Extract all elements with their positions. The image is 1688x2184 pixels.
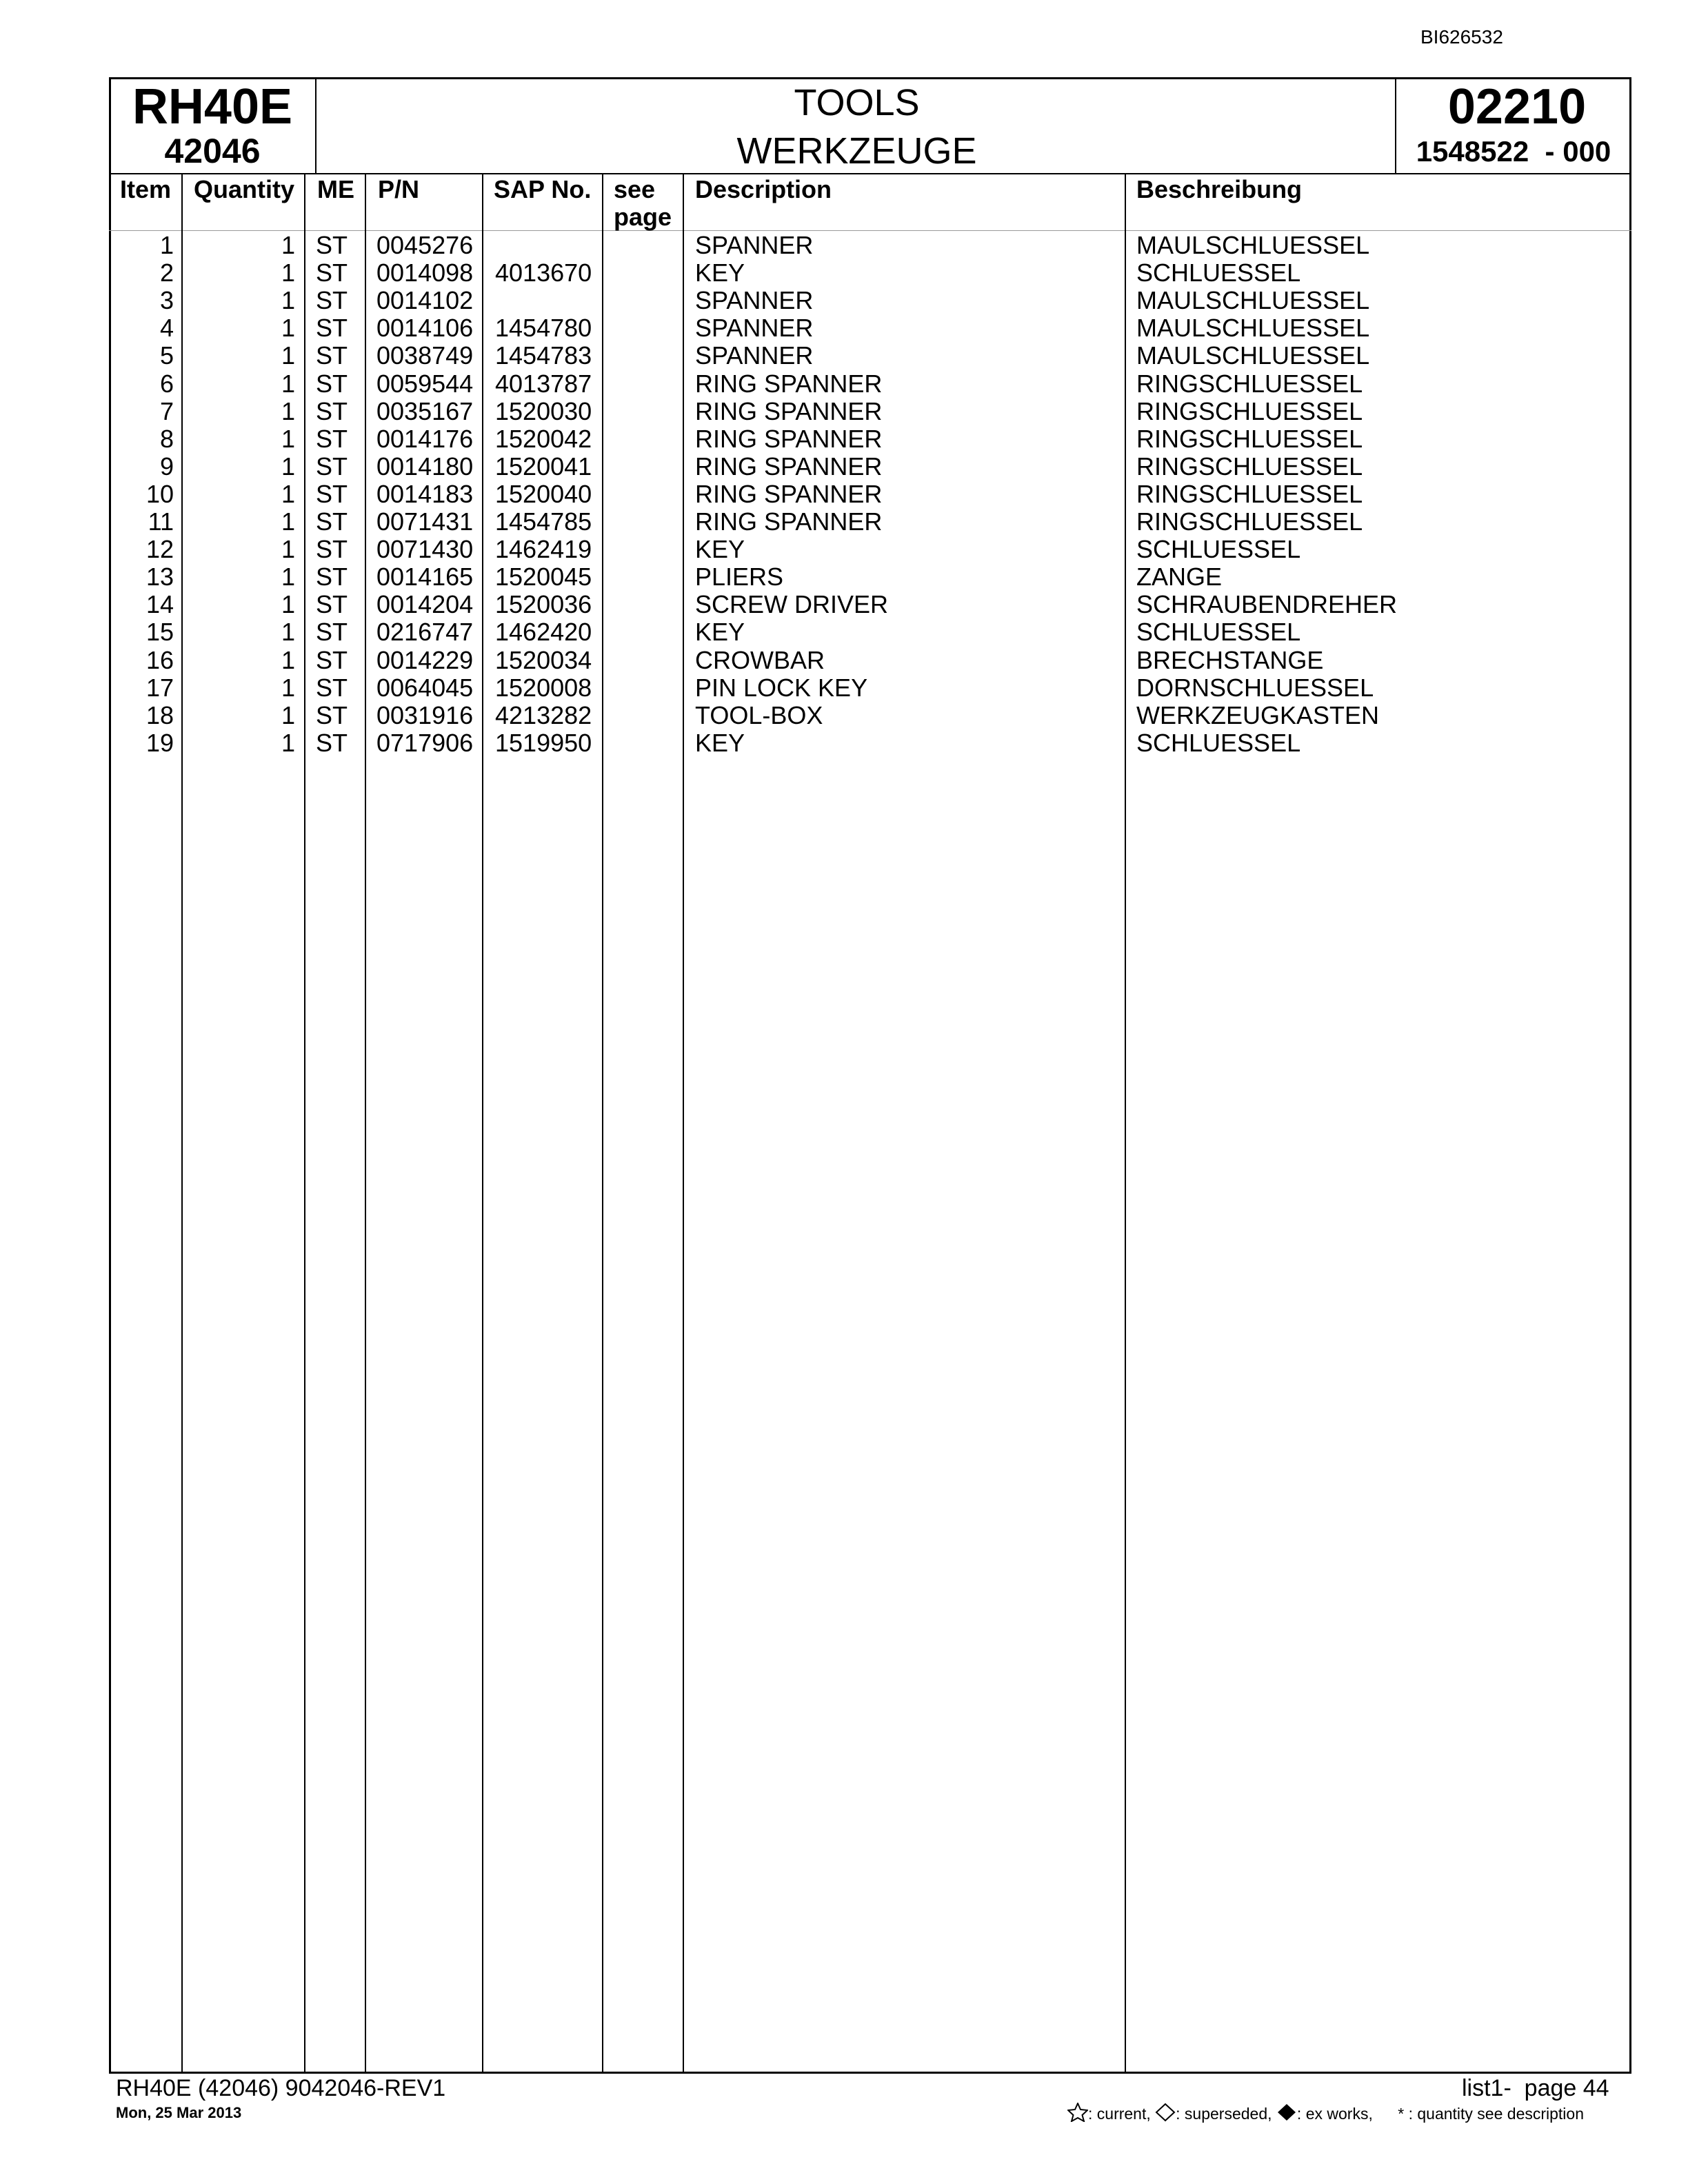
cell-me: ST [316, 728, 348, 757]
cell-me: ST [316, 563, 348, 592]
cell-description: RING SPANNER [695, 479, 883, 508]
cell-quantity: 1 [281, 286, 295, 315]
cell-me: ST [316, 369, 348, 398]
cell-beschreibung: BRECHSTANGE [1136, 645, 1324, 674]
cell-sap: 1520041 [495, 452, 592, 481]
cell-description: CROWBAR [695, 645, 825, 674]
cell-pn: 0014098 [376, 259, 474, 287]
cell-item: 15 [145, 618, 174, 647]
cell-beschreibung: SCHLUESSEL [1136, 259, 1301, 287]
cell-quantity: 1 [281, 618, 295, 647]
legend-ex-works: : ex works, [1296, 2105, 1373, 2123]
cell-me: ST [316, 700, 348, 729]
column-header-description: Description [695, 175, 832, 203]
cell-beschreibung: MAULSCHLUESSEL [1136, 286, 1370, 315]
cell-quantity: 1 [281, 700, 295, 729]
cell-item: 13 [145, 563, 174, 592]
cell-item: 12 [145, 535, 174, 564]
cell-pn: 0035167 [376, 396, 474, 425]
legend-current: : current, [1088, 2105, 1151, 2123]
cell-sap: 4213282 [495, 700, 592, 729]
cell-item: 6 [159, 369, 174, 398]
cell-pn: 0038749 [376, 341, 474, 370]
column-divider [602, 173, 603, 2074]
cell-sap: 1520034 [495, 645, 592, 674]
cell-description: KEY [695, 535, 745, 564]
cell-item: 18 [145, 700, 174, 729]
cell-me: ST [316, 286, 348, 315]
cell-sap: 4013787 [495, 369, 592, 398]
column-divider [482, 173, 483, 2074]
cell-sap: 4013670 [495, 259, 592, 287]
cell-sap: 1520045 [495, 563, 592, 592]
model-name: RH40E [132, 79, 293, 134]
cell-beschreibung: RINGSCHLUESSEL [1136, 479, 1363, 508]
cell-item: 7 [159, 396, 174, 425]
cell-description: PIN LOCK KEY [695, 673, 868, 702]
cell-quantity: 1 [281, 341, 295, 370]
cell-beschreibung: RINGSCHLUESSEL [1136, 396, 1363, 425]
cell-pn: 0045276 [376, 231, 474, 259]
cell-item: 4 [159, 314, 174, 343]
cell-beschreibung: SCHLUESSEL [1136, 618, 1301, 647]
cell-description: RING SPANNER [695, 369, 883, 398]
document-reference: RH40E (42046) 9042046-REV1 [116, 2075, 446, 2101]
cell-quantity: 1 [281, 424, 295, 453]
cell-item: 3 [159, 286, 174, 315]
cell-sap: 1520040 [495, 479, 592, 508]
column-header-see: see [614, 175, 656, 203]
cell-item: 9 [159, 452, 174, 481]
cell-description: PLIERS [695, 563, 784, 592]
cell-description: KEY [695, 259, 745, 287]
cell-item: 16 [145, 645, 174, 674]
cell-me: ST [316, 507, 348, 536]
cell-pn: 0014204 [376, 590, 474, 619]
cell-beschreibung: RINGSCHLUESSEL [1136, 452, 1363, 481]
cell-pn: 0014180 [376, 452, 474, 481]
column-header-item: Item [120, 175, 172, 203]
cell-description: KEY [695, 728, 745, 757]
cell-description: SPANNER [695, 286, 814, 315]
cell-me: ST [316, 479, 348, 508]
cell-sap: 1520036 [495, 590, 592, 619]
cell-sap: 1520042 [495, 424, 592, 453]
column-divider [1125, 173, 1126, 2074]
cell-item: 1 [159, 231, 174, 259]
cell-quantity: 1 [281, 396, 295, 425]
header-divider [109, 173, 1631, 174]
cell-description: SPANNER [695, 231, 814, 259]
cell-pn: 0071430 [376, 535, 474, 564]
cell-pn: 0014102 [376, 286, 474, 315]
cell-pn: 0216747 [376, 618, 474, 647]
cell-item: 11 [148, 507, 174, 536]
print-date: Mon, 25 Mar 2013 [116, 2104, 242, 2121]
page-title: TOOLS [794, 82, 920, 123]
cell-quantity: 1 [281, 369, 295, 398]
cell-me: ST [316, 314, 348, 343]
cell-beschreibung: SCHLUESSEL [1136, 535, 1301, 564]
cell-beschreibung: MAULSCHLUESSEL [1136, 341, 1370, 370]
cell-me: ST [316, 590, 348, 619]
legend [1067, 2103, 1584, 2123]
cell-quantity: 1 [281, 673, 295, 702]
cell-pn: 0717906 [376, 728, 474, 757]
model-number: 42046 [164, 132, 261, 170]
cell-pn: 0014106 [376, 314, 474, 343]
cell-sap: 1454785 [495, 507, 592, 536]
column-header-beschreibung: Beschreibung [1136, 175, 1303, 203]
cell-pn: 0064045 [376, 673, 474, 702]
cell-description: SPANNER [695, 314, 814, 343]
column-header-quantity: Quantity [194, 175, 295, 203]
drawing-number: 1548522 - 000 [1416, 135, 1611, 168]
cell-me: ST [316, 396, 348, 425]
cell-description: SCREW DRIVER [695, 590, 889, 619]
cell-quantity: 1 [281, 728, 295, 757]
cell-quantity: 1 [281, 563, 295, 592]
cell-quantity: 1 [281, 645, 295, 674]
diamond-outline-icon [1155, 2103, 1176, 2122]
cell-sap: 1462419 [495, 535, 592, 564]
cell-sap: 1519950 [495, 728, 592, 757]
cell-item: 8 [159, 424, 174, 453]
cell-sap: 1454783 [495, 341, 592, 370]
cell-pn: 0014165 [376, 563, 474, 592]
cell-beschreibung: MAULSCHLUESSEL [1136, 314, 1370, 343]
cell-me: ST [316, 673, 348, 702]
column-header-pn: P/N [378, 175, 420, 203]
cell-item: 17 [145, 673, 174, 702]
cell-me: ST [316, 535, 348, 564]
cell-pn: 0071431 [376, 507, 474, 536]
cell-quantity: 1 [281, 507, 295, 536]
cell-sap: 1462420 [495, 618, 592, 647]
column-divider [304, 173, 305, 2074]
diamond-filled-icon [1276, 2103, 1297, 2122]
column-header-page: page [614, 203, 672, 231]
cell-me: ST [316, 424, 348, 453]
cell-description: SPANNER [695, 341, 814, 370]
cell-pn: 0014183 [376, 479, 474, 508]
cell-beschreibung: ZANGE [1136, 563, 1223, 592]
cell-quantity: 1 [281, 479, 295, 508]
cell-beschreibung: MAULSCHLUESSEL [1136, 231, 1370, 259]
group-number: 02210 [1447, 79, 1587, 134]
cell-quantity: 1 [281, 259, 295, 287]
legend-superseded: : superseded, [1176, 2105, 1272, 2123]
cell-pn: 0031916 [376, 700, 474, 729]
cell-item: 10 [145, 479, 174, 508]
cell-me: ST [316, 452, 348, 481]
cell-quantity: 1 [281, 452, 295, 481]
cell-description: RING SPANNER [695, 452, 883, 481]
cell-beschreibung: SCHRAUBENDREHER [1136, 590, 1398, 619]
cell-beschreibung: RINGSCHLUESSEL [1136, 507, 1363, 536]
cell-me: ST [316, 259, 348, 287]
cell-pn: 0014176 [376, 424, 474, 453]
cell-quantity: 1 [281, 314, 295, 343]
cell-quantity: 1 [281, 590, 295, 619]
cell-item: 2 [159, 259, 174, 287]
cell-me: ST [316, 618, 348, 647]
cell-sap: 1454780 [495, 314, 592, 343]
cell-item: 19 [145, 728, 174, 757]
cell-item: 5 [159, 341, 174, 370]
cell-quantity: 1 [281, 231, 295, 259]
cell-description: TOOL-BOX [695, 700, 823, 729]
cell-me: ST [316, 645, 348, 674]
column-divider [181, 173, 183, 2074]
cell-quantity: 1 [281, 535, 295, 564]
cell-description: KEY [695, 618, 745, 647]
page-title-german: WERKZEUGE [736, 130, 977, 172]
document-id: BI626532 [1420, 26, 1503, 48]
cell-beschreibung: RINGSCHLUESSEL [1136, 424, 1363, 453]
cell-me: ST [316, 231, 348, 259]
cell-description: RING SPANNER [695, 396, 883, 425]
cell-beschreibung: SCHLUESSEL [1136, 728, 1301, 757]
cell-sap: 1520030 [495, 396, 592, 425]
column-header-sap: SAP No. [494, 175, 592, 203]
column-header-me: ME [317, 175, 354, 203]
legend-quantity: * : quantity see description [1398, 2105, 1585, 2123]
cell-beschreibung: WERKZEUGKASTEN [1136, 700, 1380, 729]
cell-beschreibung: RINGSCHLUESSEL [1136, 369, 1363, 398]
cell-description: RING SPANNER [695, 507, 883, 536]
cell-me: ST [316, 341, 348, 370]
cell-sap: 1520008 [495, 673, 592, 702]
column-divider [683, 173, 684, 2074]
page-number: list1- page 44 [1462, 2075, 1609, 2101]
column-divider [365, 173, 366, 2074]
cell-pn: 0059544 [376, 369, 474, 398]
cell-description: RING SPANNER [695, 424, 883, 453]
cell-beschreibung: DORNSCHLUESSEL [1136, 673, 1374, 702]
cell-item: 14 [145, 590, 174, 619]
star-icon [1067, 2103, 1088, 2122]
cell-pn: 0014229 [376, 645, 474, 674]
